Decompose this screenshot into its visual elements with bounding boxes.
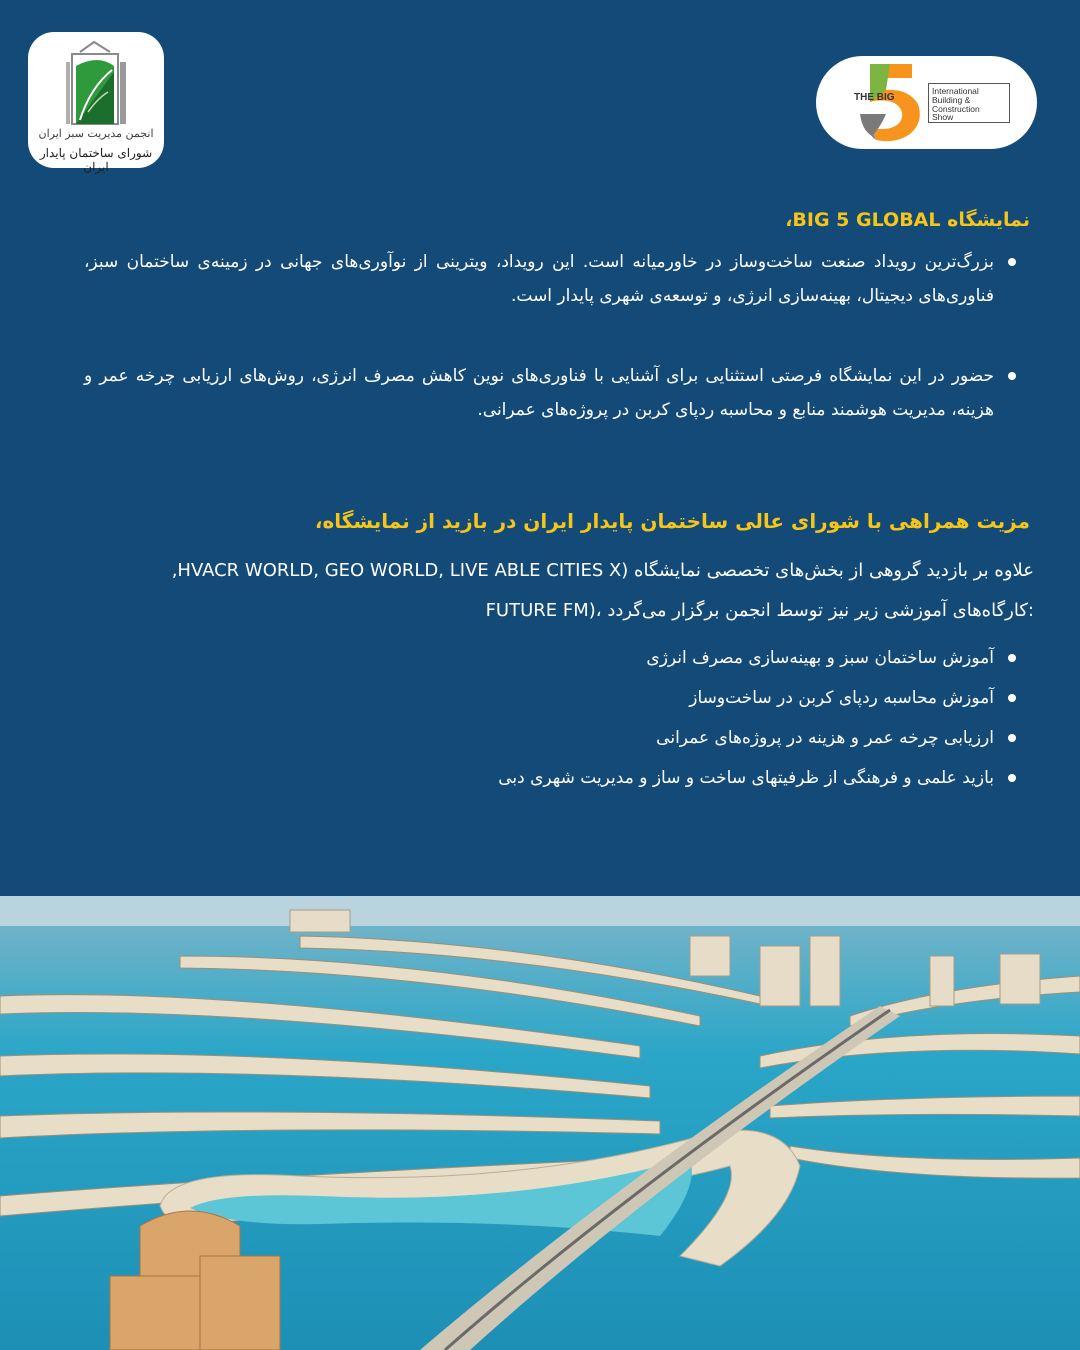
big5-box-line: Show <box>932 112 954 123</box>
section1-bullet: حضور در این نمایشگاه فرصتی استثنایی برای آشنایی با فناوری‌های نوین کاهش مصرف انرژی، روش‌های ارزیابی چرخه عمر و هزینه، مدیریت هوشمند منابع و محاسبه ردپای کربن در پروژه‌های عمرانی. <box>84 359 994 427</box>
workshop-item: بازید علمی و فرهنگی از ظرفیتهای ساخت و ساز و مدیریت شهری دبی <box>498 761 994 801</box>
big5-mark-label: THE BIG <box>854 92 895 103</box>
logo-tagline-top: انجمن مدیریت سبز ایران <box>38 127 154 140</box>
workshop-item: آموزش ساختمان سبز و بهینه‌سازی مصرف انرژی <box>498 641 994 681</box>
big5-logo <box>816 56 1037 149</box>
section2-intro-line: FUTURE FM)، کارگاه‌های آموزشی زیر نیز توسط انجمن برگزار می‌گردد: <box>485 600 1034 621</box>
workshop-item: ارزیابی چرخه عمر و هزینه در پروژه‌های عمرانی <box>498 721 994 761</box>
workshop-item: آموزش محاسبه ردپای کربن در ساخت‌وساز <box>498 681 994 721</box>
section1-heading: نمایشگاه BIG 5 GLOBAL، <box>785 209 1030 231</box>
big5-box-line: Construction <box>932 103 980 114</box>
big5-box-line: International <box>932 86 979 96</box>
big5-box-line: Building & <box>932 94 971 105</box>
section2-intro-line: علاوه بر بازدید گروهی از بخش‌های تخصصی نمایشگاه (HVACR WORLD, GEO WORLD, LIVE ABLE CITIES X, <box>171 560 1034 581</box>
section2-heading: مزیت همراهی با شورای عالی ساختمان پایدار ایران در بازید از نمایشگاه، <box>314 509 1030 533</box>
big5-title-box <box>928 83 1010 123</box>
logo-tagline-bottom: شورای ساختمان پایدار ایران <box>39 146 153 174</box>
section1-bullet: بزرگ‌ترین رویداد صنعت ساخت‌وساز در خاورمیانه است. این رویداد، ویترینی از نوآوری‌های جهانی در زمینه‌ی ساختمان سبز، فناوری‌های دیجیتال، بهینه‌سازی انرژی، و توسعه‌ی شهری پایدار است. <box>84 245 994 313</box>
workshop-list <box>498 641 994 801</box>
aerial-palm-island-icon <box>0 896 1080 1350</box>
green-council-logo <box>28 32 164 174</box>
